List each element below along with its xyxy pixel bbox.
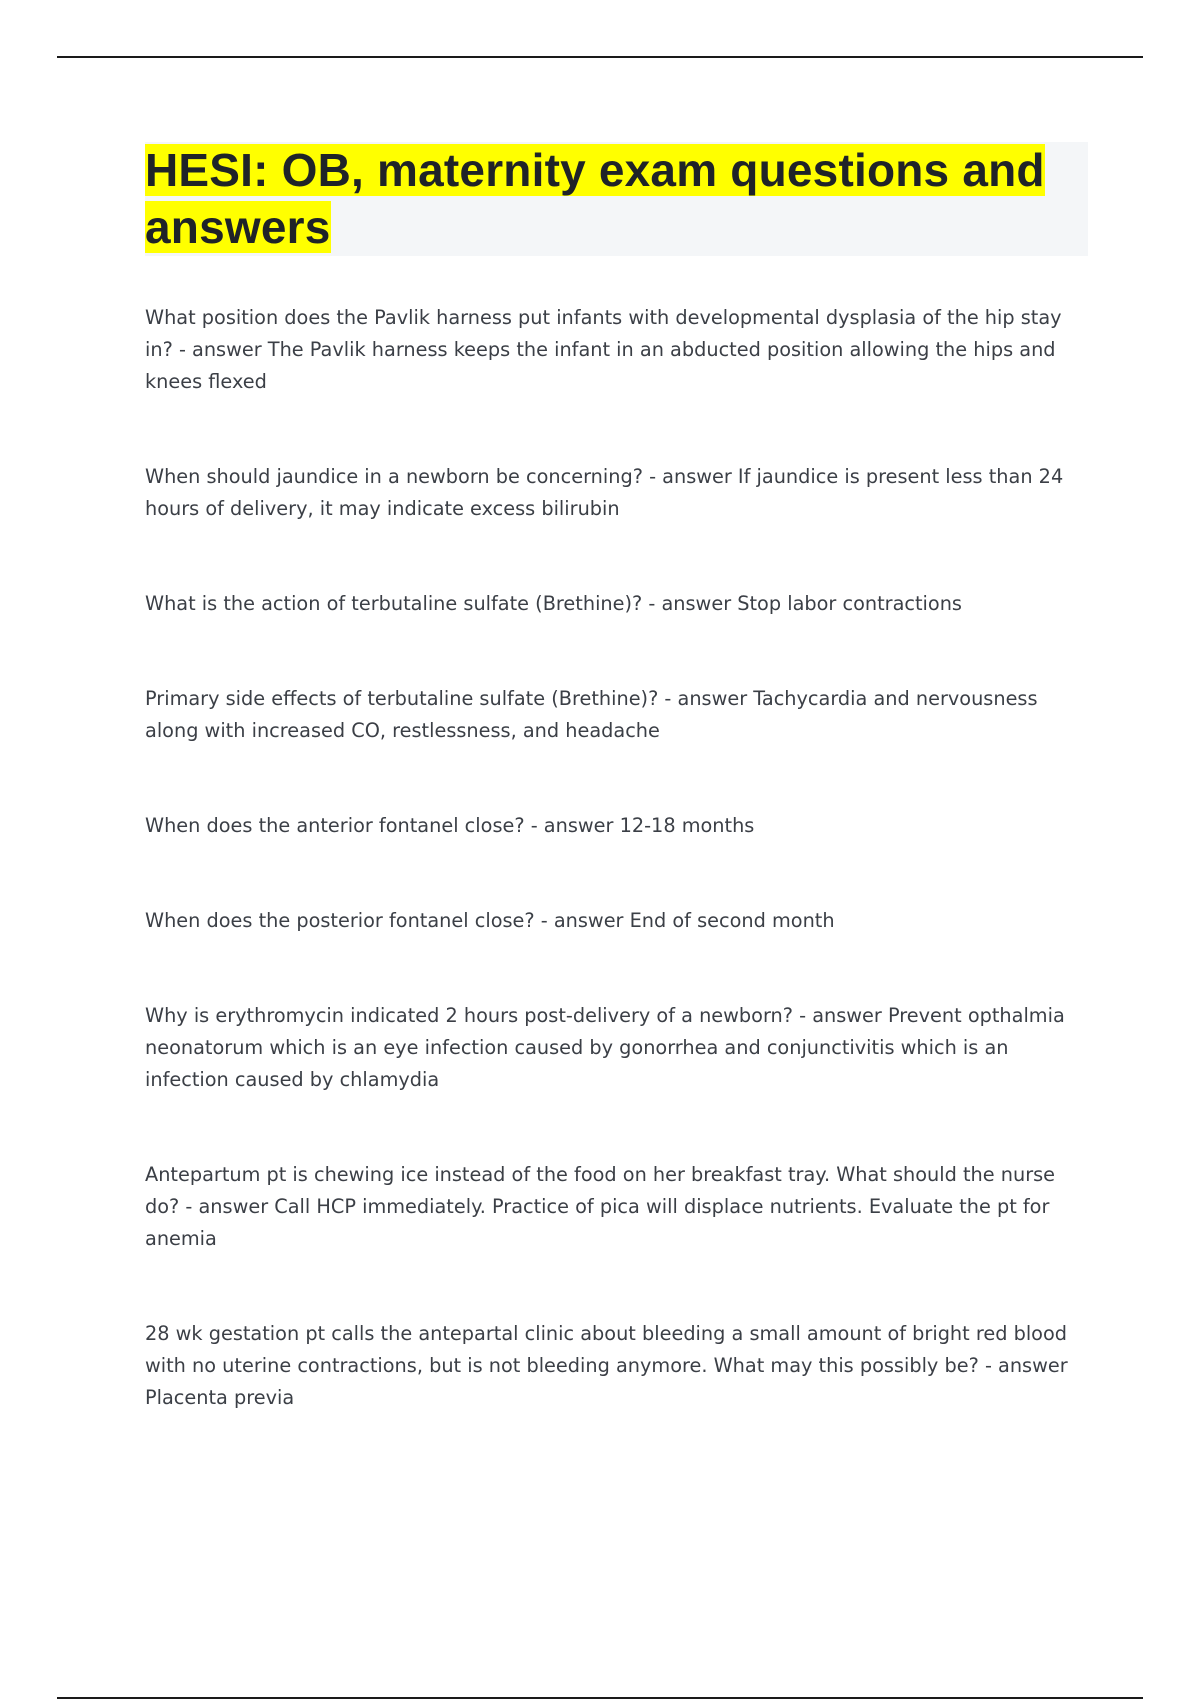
qa-item: When does the anterior fontanel close? - answer 12-18 months [145, 814, 755, 837]
page-title [145, 142, 1088, 256]
top-rule [57, 56, 1143, 58]
qa-list [145, 302, 1090, 1477]
title-highlight: HESI: OB, maternity exam questions and answers [145, 144, 1045, 253]
qa-item: Antepartum pt is chewing ice instead of the food on her breakfast tray. What should the nurse do? - answer Call HCP immediately. Practice of pica will displace nutrients. Evaluate the pt for anemia [145, 1163, 1056, 1250]
title-block [145, 142, 1088, 256]
bottom-rule [57, 1697, 1143, 1699]
qa-item: Why is erythromycin indicated 2 hours post-delivery of a newborn? - answer Prevent opthalmia neonatorum which is an eye infection caused by gonorrhea and conjunctivitis which is an infection caused by chlamydia [145, 1004, 1065, 1091]
qa-item: When does the posterior fontanel close? - answer End of second month [145, 909, 835, 932]
qa-item: When should jaundice in a newborn be concerning? - answer If jaundice is present less than 24 hours of delivery, it may indicate excess bilirubin [145, 465, 1064, 520]
qa-item: 28 wk gestation pt calls the antepartal clinic about bleeding a small amount of bright red blood with no uterine contractions, but is not bleeding anymore. What may this possibly be? - answer Placenta previa [145, 1322, 1068, 1409]
qa-item: What position does the Pavlik harness put infants with developmental dysplasia of the hip stay in? - answer The Pavlik harness keeps the infant in an abducted position allowing the hips and knees flexed [145, 306, 1062, 393]
qa-item: What is the action of terbutaline sulfate (Brethine)? - answer Stop labor contractions [145, 592, 962, 615]
qa-item: Primary side effects of terbutaline sulfate (Brethine)? - answer Tachycardia and nervousness along with increased CO, restlessness, and headache [145, 687, 1038, 742]
